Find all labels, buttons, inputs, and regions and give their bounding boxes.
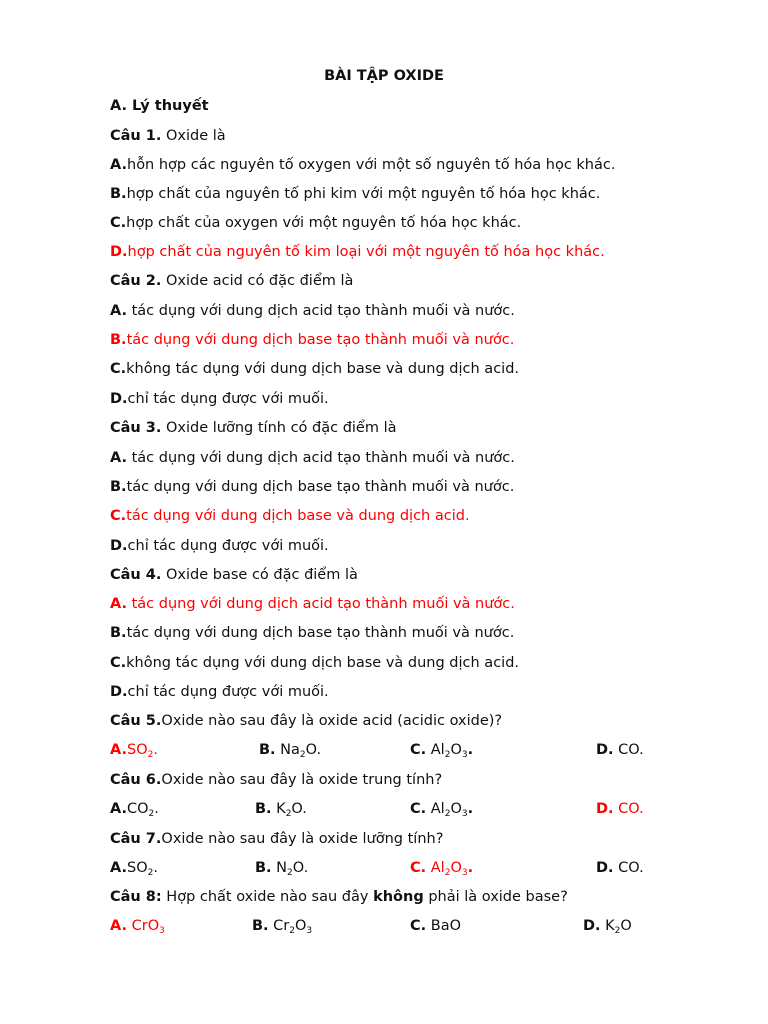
q6-options [110,799,728,819]
q3-option-b: B.tác dụng với dung dịch base tạo thành muối và nước. [110,479,515,495]
q2-option-a: A. tác dụng với dung dịch acid tạo thành muối và nước. [110,303,515,319]
q4-option-d: D.chỉ tác dụng được với muối. [110,684,329,700]
q7-option-a: $A.SO_2$. [110,860,158,878]
q1-option-a: A.hỗn hợp các nguyên tố oxygen với một số nguyên tố hóa học khác. [110,157,616,173]
q5-option-a-answer: $A.SO_2$. [110,742,158,760]
q3-option-d: D.chỉ tác dụng được với muối. [110,538,329,554]
question-1: Câu 1. Oxide là [110,128,226,144]
q5-option-d: D. CO. [596,742,644,758]
q8-option-b: B. $Cr_2O_3$ [252,918,313,936]
q1-option-b: B.hợp chất của nguyên tố phi kim với một nguyên tố hóa học khác. [110,186,601,202]
question-4: Câu 4. Oxide base có đặc điểm là [110,567,358,583]
q6-option-d-answer: D. CO. [596,801,644,817]
q6-option-b: B. $K_2O$. [255,801,307,819]
q3-option-c-answer: C.tác dụng với dung dịch base và dung dịch acid. [110,508,470,524]
q1-option-c: C.hợp chất của oxygen với một nguyên tố hóa học khác. [110,215,522,231]
q4-option-a-answer: A. tác dụng với dung dịch acid tạo thành muối và nước. [110,596,515,612]
q7-option-d: D. CO. [596,860,644,876]
question-8: Câu 8: Hợp chất oxide nào sau đây không phải là oxide base? [110,889,568,905]
question-3: Câu 3. Oxide lưỡng tính có đặc điểm là [110,420,397,436]
question-7: Câu 7.Oxide nào sau đây là oxide lưỡng tính? [110,831,444,847]
q5-options [110,740,728,760]
q5-option-c: C. $Al_2O_3$. [410,742,474,760]
question-6: Câu 6.Oxide nào sau đây là oxide trung tính? [110,772,443,788]
q2-option-c: C.không tác dụng với dung dịch base và dung dịch acid. [110,361,520,377]
q8-option-a-answer: A. CrO$_3$ [110,918,165,936]
question-2: Câu 2. Oxide acid có đặc điểm là [110,273,354,289]
question-5: Câu 5.Oxide nào sau đây là oxide acid (acidic oxide)? [110,713,503,729]
q2-option-b-answer: B.tác dụng với dung dịch base tạo thành muối và nước. [110,332,515,348]
q7-options [110,858,728,878]
q2-option-d: D.chỉ tác dụng được với muối. [110,391,329,407]
document-title: BÀI TẬP OXIDE [324,68,444,84]
q6-option-c: C. $Al_2O_3$. [410,801,474,819]
q8-option-c: C. BaO [410,918,462,934]
q4-option-c: C.không tác dụng với dung dịch base và dung dịch acid. [110,655,520,671]
q8-option-d: D. $K_2O$ [583,918,632,936]
section-heading: A. Lý thuyết [110,98,209,114]
q7-option-c-answer: C. $Al_2O_3$. [410,860,474,878]
q6-option-a: $A.CO_2$. [110,801,159,819]
q5-option-b: B. $Na_2O$. [259,742,322,760]
q8-options [110,916,728,936]
q3-option-a: A. tác dụng với dung dịch acid tạo thành muối và nước. [110,450,515,466]
q7-option-b: B. $N_2O$. [255,860,309,878]
q1-option-d-answer: D.hợp chất của nguyên tố kim loại với một nguyên tố hóa học khác. [110,244,605,260]
q4-option-b: B.tác dụng với dung dịch base tạo thành muối và nước. [110,625,515,641]
